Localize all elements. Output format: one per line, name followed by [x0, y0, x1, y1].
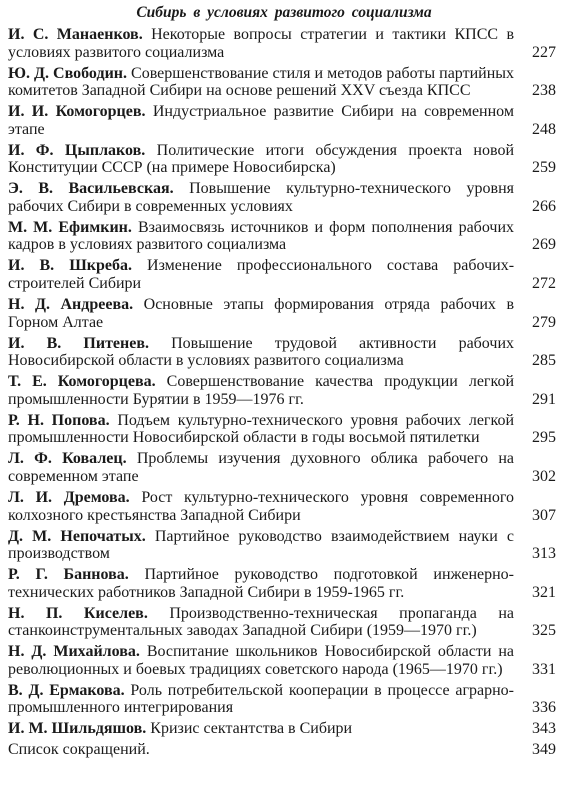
- entry-title: Партийное руководство взаимодействием науки с производством: [8, 527, 515, 563]
- toc-entry[interactable]: [8, 412, 560, 447]
- page-number: 307: [532, 506, 556, 524]
- entry-author: Р. Н. Попова.: [8, 411, 110, 429]
- entry-author: И. М. Шильдяшов.: [8, 720, 147, 738]
- toc-entry[interactable]: [8, 26, 560, 61]
- entry-title: Совершенствование стиля и методов работы партийных комитетов Западной Сибири на основе решений XXV съезда КПСС: [8, 64, 515, 100]
- toc-entry[interactable]: [8, 450, 560, 485]
- page-number: 331: [532, 660, 556, 678]
- page-number: 302: [532, 467, 556, 485]
- toc-entry[interactable]: [8, 682, 560, 717]
- page-number: 321: [532, 583, 556, 601]
- toc-entry[interactable]: [8, 528, 560, 563]
- toc-entries: [8, 26, 560, 738]
- entry-author: И. Ф. Цыплаков.: [8, 141, 146, 159]
- entry-author: Р. Г. Баннова.: [8, 566, 129, 584]
- entry-author: М. М. Ефимкин.: [8, 218, 132, 236]
- entry-author: И. С. Манаенков.: [8, 26, 143, 43]
- entry-title: Производственно-техническая пропаганда на станкоинструментальных заводах Западной Сибири (1959—1970 гг.): [8, 604, 515, 640]
- page-number: 248: [532, 120, 556, 138]
- entry-author: И. В. Шкреба.: [8, 257, 132, 275]
- entry-title: Взаимосвязь источников и форм пополнения рабочих кадров в условиях развитого социализма: [8, 218, 515, 254]
- entry-title: Подъем культурно-технического уровня рабочих легкой промышленности Новосибирской области в годы восьмой пятилетки: [8, 411, 515, 447]
- toc-entry[interactable]: [8, 142, 560, 177]
- entry-title: Кризис сектантства в Сибири: [150, 720, 353, 738]
- page-number: 349: [532, 741, 556, 759]
- entry-title: Некоторые вопросы стратегии и тактики КПСС в условиях развитого социализма: [8, 26, 515, 61]
- entry-author: Н. П. Киселев.: [8, 604, 148, 622]
- entry-author: И. В. Питенев.: [8, 334, 149, 352]
- entry-title: Партийное руководство подготовкой инженерно-технических работников Западной Сибири в 1959-1965 гг.: [8, 566, 515, 601]
- entry-author: И. И. Комогорцев.: [8, 103, 146, 121]
- entry-title: Рост культурно-технического уровня современного колхозного крестьянства Западной Сибири: [8, 488, 515, 524]
- page-number: 272: [532, 275, 556, 293]
- page-number: 279: [532, 313, 556, 331]
- section-title: Сибирь в условиях развитого социализма: [136, 4, 432, 21]
- entry-author: Э. В. Васильевская.: [8, 180, 174, 198]
- entry-author: В. Д. Ермакова.: [8, 681, 125, 699]
- entry-title: Проблемы изучения духовного облика рабочего на современном этапе: [8, 450, 514, 485]
- page-number: 336: [532, 699, 556, 717]
- entry-author: Н. Д. Андреева.: [8, 296, 134, 314]
- toc-entry[interactable]: [8, 373, 560, 408]
- toc-entry[interactable]: [8, 219, 560, 254]
- page-number: 295: [532, 429, 556, 447]
- toc-entry-abbreviations[interactable]: Список сокращений. 349: [8, 741, 556, 759]
- entry-title: Роль потребительской кооперации в процессе аграрно-промышленного интегрирования: [8, 681, 515, 717]
- entry-title: Повышение трудовой активности рабочих Новосибирской области в условиях развитого социализма: [8, 334, 514, 370]
- page-number: 269: [532, 236, 556, 254]
- toc-entry[interactable]: [8, 605, 560, 640]
- toc-entry[interactable]: [8, 643, 560, 678]
- entry-author: Н. Д. Михайлова.: [8, 643, 140, 661]
- entry-title: Индустриальное развитие Сибири на современном этапе: [8, 103, 514, 138]
- page-number: 343: [532, 720, 556, 738]
- page-number: 227: [532, 43, 556, 61]
- toc-entry[interactable]: [8, 335, 560, 370]
- toc-entry[interactable]: [8, 489, 560, 524]
- entry-title: Основные этапы формирования отряда рабочих в Горном Алтае: [8, 296, 515, 331]
- page-number: 313: [532, 545, 556, 563]
- entry-title: Изменение профессионального состава рабочих-строителей Сибири: [8, 257, 515, 293]
- page-number: 259: [532, 159, 556, 177]
- page-number: 325: [532, 622, 556, 640]
- toc-entry[interactable]: [8, 103, 560, 138]
- entry-title: Совершенствование качества продукции легкой промышленности Бурятии в 1959—1976 гг.: [8, 373, 514, 408]
- toc-entry[interactable]: [8, 180, 560, 215]
- toc-entry[interactable]: [8, 296, 560, 331]
- entry-author: Л. И. Дремова.: [8, 488, 130, 506]
- toc-entry[interactable]: [8, 720, 560, 738]
- entry-author: Д. М. Непочатых.: [8, 527, 146, 545]
- page-number: 266: [532, 197, 556, 215]
- page-number: 238: [532, 82, 556, 100]
- page-number: 285: [532, 352, 556, 370]
- entry-author: Т. Е. Комогорцева.: [8, 373, 156, 391]
- toc-entry[interactable]: [8, 257, 560, 292]
- entry-author: Ю. Д. Свободин.: [8, 64, 128, 82]
- entry-title: Политические итоги обсуждения проекта новой Конституции СССР (на примере Новосибирска): [8, 141, 515, 177]
- abbreviations-label: Список сокращений: [8, 741, 146, 759]
- entry-title: Повышение культурно-технического уровня рабочих Сибири в современных условиях: [8, 180, 514, 215]
- toc-entry[interactable]: [8, 566, 560, 601]
- page-number: 291: [532, 390, 556, 408]
- entry-title: Воспитание школьников Новосибирской области на революционных и боевых традициях советского народа (1965—1970 гг.): [8, 643, 515, 678]
- toc-entry[interactable]: [8, 65, 560, 100]
- entry-author: Л. Ф. Ковалец.: [8, 450, 127, 468]
